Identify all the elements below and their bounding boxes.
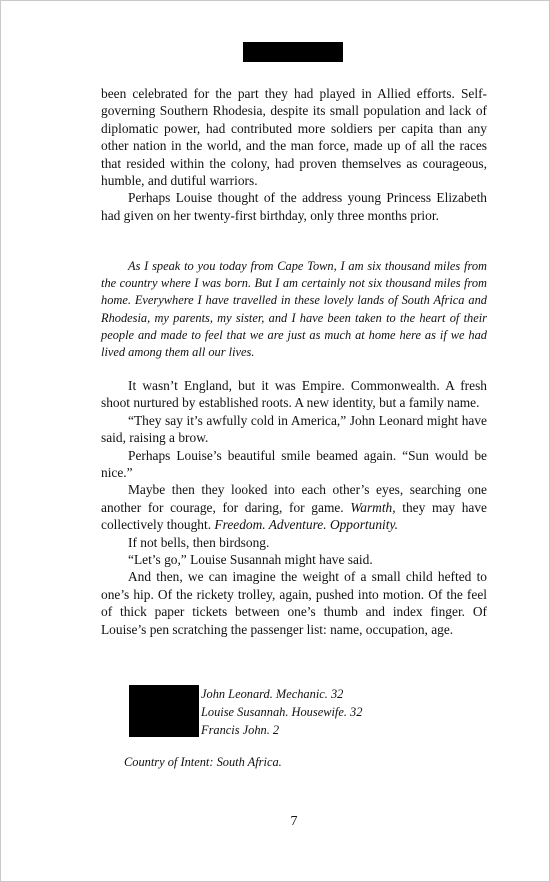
paragraph-text: they may have collectively thought.: [101, 499, 487, 533]
paragraph: Perhaps Louise’s beautiful smile beamed again. “Sun would be nice.”: [101, 447, 487, 481]
paragraph-text: Maybe then they looked into each other’s eyes, searching one another for courage, for daring, for game.: [101, 482, 487, 515]
quote-text: As I speak to you today from Cape Town, I am six thousand miles from the country where I was born. But I am certainly not six thousand miles from home. Everywhere I have travelled in these lovely lands of South Africa and Rhodesia, my parents, my sister, and I have been taken to the heart of their people and made to feel that we are just as much at home here as if we had lived among them all our lives.: [101, 259, 487, 360]
country-of-intent: Country of Intent: South Africa.: [124, 755, 282, 769]
body-section-top: [101, 85, 487, 224]
paragraph: If not bells, then birdsong.: [128, 534, 270, 550]
passenger-list: [201, 685, 362, 739]
paragraph: And then, we can imagine the weight of a small child hefted to one’s hip. Of the rickety trolley, again, pushed into motion. Of the feel of thick paper tickets between one’s thumb and index finger. Of Louise’s pen scratching the passenger list: name, occupation, age.: [101, 569, 487, 637]
emphasis-text: Warmth,: [350, 499, 396, 515]
emphasis-text: Freedom. Adventure. Opportunity.: [214, 517, 399, 533]
redaction-block: [129, 685, 199, 737]
paragraph: “Let’s go,” Louise Susannah might have said.: [128, 552, 373, 568]
paragraph: It wasn’t England, but it was Empire. Commonwealth. A fresh shoot nurtured by established roots. A new identity, but a family name.: [101, 378, 487, 411]
body-section-mid: [101, 377, 487, 638]
passenger-entry: Francis John. 2: [201, 723, 280, 737]
paragraph: Perhaps Louise thought of the address young Princess Elizabeth had given on her twenty-first birthday, only three months prior.: [101, 190, 487, 223]
paragraph: “They say it’s awfully cold in America,” John Leonard might have said, raising a brow.: [101, 412, 487, 446]
paragraph: [101, 481, 487, 533]
passenger-entry: John Leonard. Mechanic. 32: [201, 687, 344, 701]
redaction-bar: [243, 42, 343, 62]
passenger-entry: Louise Susannah. Housewife. 32: [201, 705, 363, 719]
block-quote: [101, 258, 487, 361]
page-number: 7: [290, 814, 298, 829]
paragraph: been celebrated for the part they had played in Allied efforts. Self-governing Southern Rhodesia, despite its small population and lack of diplomatic power, had contributed more soldiers per capita than any other nation in the world, and the man force, made up of all the races that resided within the colony, had proven themselves as courageous, humble, and dutiful warriors.: [101, 86, 487, 189]
